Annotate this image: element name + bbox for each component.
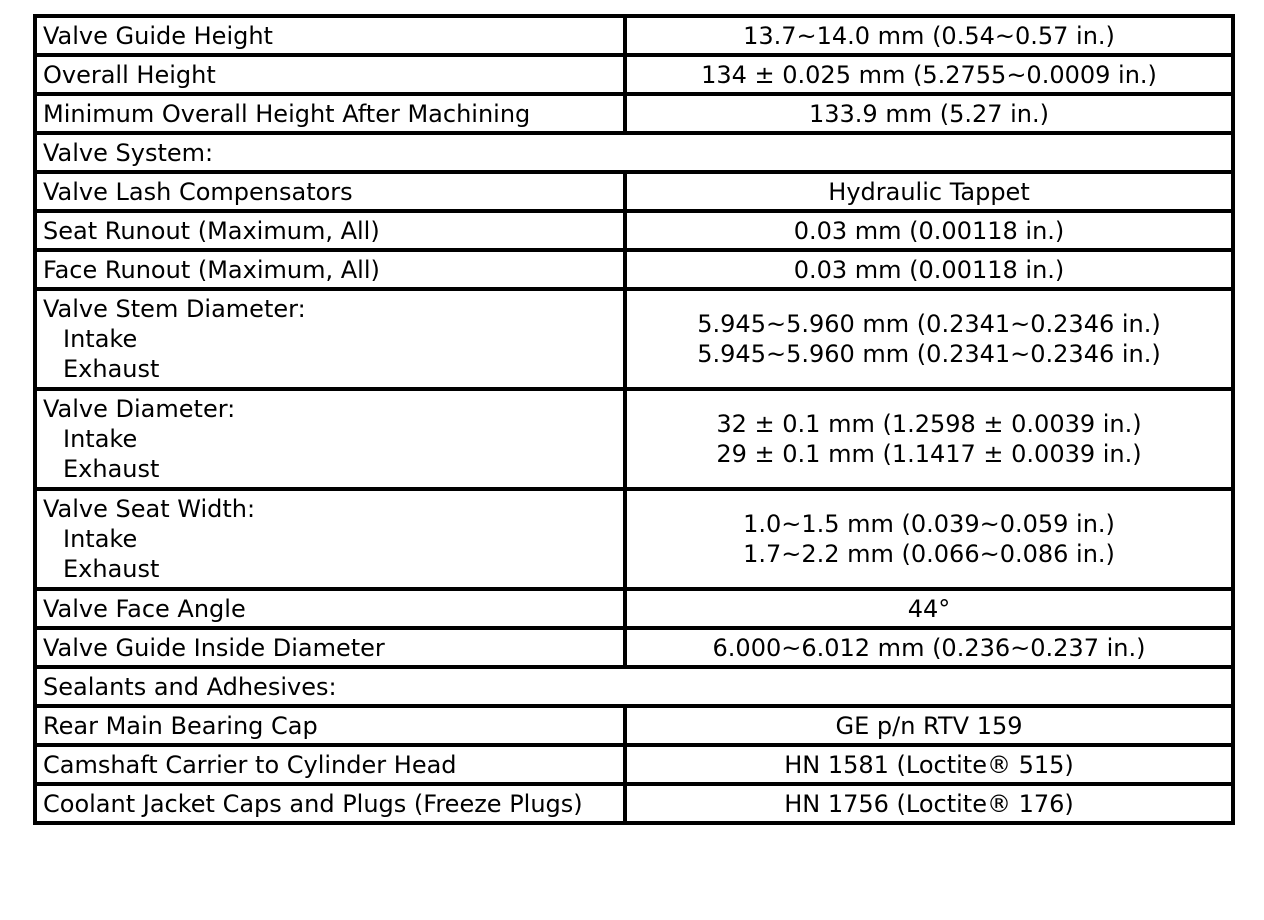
table-row: [35, 706, 1233, 745]
value-cell: 44°: [625, 589, 1233, 628]
table-row: [35, 489, 1233, 589]
section-header-valve-system: Valve System:: [35, 133, 1233, 172]
value-exhaust: 29 ± 0.1 mm (1.1417 ± 0.0039 in.): [716, 440, 1142, 468]
parameter-cell: [35, 289, 625, 389]
parameter-cell: Valve Face Angle: [35, 589, 625, 628]
table-row: [35, 389, 1233, 489]
value-cell: 0.03 mm (0.00118 in.): [625, 250, 1233, 289]
value-intake: 32 ± 0.1 mm (1.2598 ± 0.0039 in.): [716, 410, 1142, 438]
value-exhaust: 5.945~5.960 mm (0.2341~0.2346 in.): [697, 340, 1161, 368]
parameter-cell: Face Runout (Maximum, All): [35, 250, 625, 289]
parameter-cell: Coolant Jacket Caps and Plugs (Freeze Plugs): [35, 784, 625, 823]
value-cell: 6.000~6.012 mm (0.236~0.237 in.): [625, 628, 1233, 667]
parameter-label: Valve Seat Width:: [43, 495, 256, 523]
parameter-cell: Camshaft Carrier to Cylinder Head: [35, 745, 625, 784]
specifications-table: [33, 14, 1235, 825]
value-cell: GE p/n RTV 159: [625, 706, 1233, 745]
value-intake: 1.0~1.5 mm (0.039~0.059 in.): [743, 510, 1115, 538]
value-cell: [625, 489, 1233, 589]
table-row: [35, 250, 1233, 289]
parameter-cell: Valve Guide Inside Diameter: [35, 628, 625, 667]
value-cell: 13.7~14.0 mm (0.54~0.57 in.): [625, 16, 1233, 55]
value-exhaust: 1.7~2.2 mm (0.066~0.086 in.): [743, 540, 1115, 568]
value-cell: [625, 389, 1233, 489]
sub-label-intake: Intake: [63, 325, 138, 353]
section-header-sealants: Sealants and Adhesives:: [35, 667, 1233, 706]
value-cell: 0.03 mm (0.00118 in.): [625, 211, 1233, 250]
parameter-cell: [35, 489, 625, 589]
parameter-label: Valve Diameter:: [43, 395, 236, 423]
parameter-cell: Rear Main Bearing Cap: [35, 706, 625, 745]
parameter-cell: Overall Height: [35, 55, 625, 94]
value-cell: 134 ± 0.025 mm (5.2755~0.0009 in.): [625, 55, 1233, 94]
sub-label-intake: Intake: [63, 525, 138, 553]
value-cell: HN 1756 (Loctite® 176): [625, 784, 1233, 823]
table-row: [35, 745, 1233, 784]
value-cell: 133.9 mm (5.27 in.): [625, 94, 1233, 133]
table-row: [35, 628, 1233, 667]
table-row: [35, 94, 1233, 133]
parameter-cell: Valve Guide Height: [35, 16, 625, 55]
value-intake: 5.945~5.960 mm (0.2341~0.2346 in.): [697, 310, 1161, 338]
sub-label-exhaust: Exhaust: [63, 355, 160, 383]
table-row: [35, 289, 1233, 389]
table-row: [35, 211, 1233, 250]
table-row: [35, 172, 1233, 211]
parameter-cell: [35, 389, 625, 489]
table-row: [35, 16, 1233, 55]
section-row: [35, 133, 1233, 172]
sub-label-intake: Intake: [63, 425, 138, 453]
value-cell: [625, 289, 1233, 389]
table-row: [35, 55, 1233, 94]
table-row: [35, 784, 1233, 823]
parameter-cell: Valve Lash Compensators: [35, 172, 625, 211]
sub-label-exhaust: Exhaust: [63, 555, 160, 583]
parameter-label: Valve Stem Diameter:: [43, 295, 306, 323]
parameter-cell: Minimum Overall Height After Machining: [35, 94, 625, 133]
value-cell: Hydraulic Tappet: [625, 172, 1233, 211]
sub-label-exhaust: Exhaust: [63, 455, 160, 483]
section-row: [35, 667, 1233, 706]
value-cell: HN 1581 (Loctite® 515): [625, 745, 1233, 784]
parameter-cell: Seat Runout (Maximum, All): [35, 211, 625, 250]
table-row: [35, 589, 1233, 628]
